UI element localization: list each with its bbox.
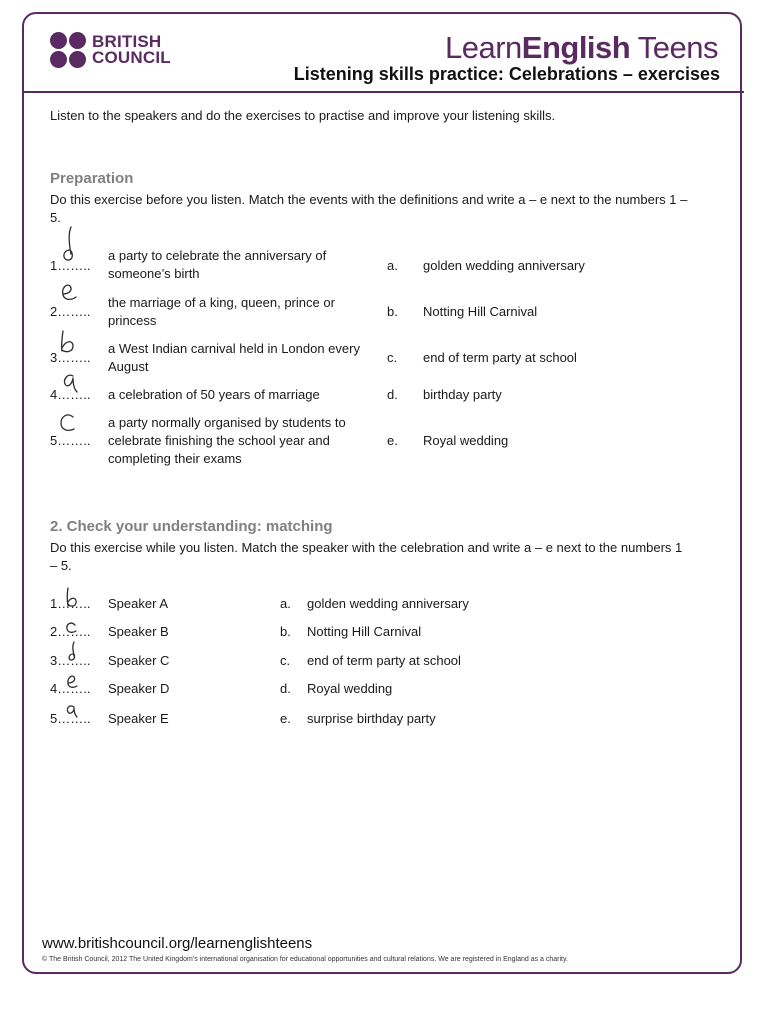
footer-copyright: © The British Council, 2012 The United Kingdom’s international organisation for educational opportunities and cultural relations. We are registered in England as a charity. (42, 956, 568, 963)
item-number: 5…….. (50, 433, 91, 448)
item-number: 4…….. (50, 387, 91, 402)
handwritten-answer (56, 224, 86, 264)
learnenglish-teens-logo (445, 30, 718, 66)
definition: a party normally organised by students to celebrate finishing the school year and completing their exams (108, 415, 346, 466)
speaker-label: Speaker E (108, 711, 169, 726)
british-council-wordmark (92, 34, 171, 66)
preparation-row (50, 247, 730, 287)
preparation-heading: Preparation (50, 170, 134, 187)
event-name: Royal wedding (423, 433, 509, 448)
definition: a West Indian carnival held in London every August (108, 341, 360, 374)
preparation-row (50, 414, 730, 470)
british-council-dots-icon (50, 32, 86, 68)
celebration-name: golden wedding anniversary (307, 596, 469, 611)
speaker-label: Speaker D (108, 681, 170, 696)
event-name: birthday party (423, 387, 502, 402)
option-letter: a. (280, 596, 291, 611)
item-number: 2…….. (50, 624, 91, 639)
option-letter: e. (387, 433, 398, 448)
speaker-label: Speaker A (108, 596, 168, 611)
option-letter: b. (280, 624, 291, 639)
option-letter: d. (280, 681, 291, 696)
page-frame (22, 12, 742, 974)
option-letter: b. (387, 304, 398, 319)
handwritten-answer (56, 328, 86, 356)
option-letter: c. (280, 653, 291, 668)
item-number: 5…….. (50, 711, 91, 726)
document-title: Listening skills practice: Celebrations – exercises (293, 64, 720, 84)
definition: a party to celebrate the anniversary of someone’s birth (108, 248, 327, 281)
intro-text: Listen to the speakers and do the exercises to practise and improve your listening skills. (50, 108, 556, 123)
british-council-logo (50, 32, 171, 68)
speaker-label: Speaker C (108, 653, 170, 668)
option-letter: c. (387, 350, 398, 365)
handwritten-answer (58, 370, 88, 396)
handwritten-answer (56, 410, 86, 438)
logo-learn: Learn (444, 30, 522, 65)
footer-url: www.britishcouncil.org/learnenglishteens (42, 935, 313, 952)
item-number: 2…….. (50, 304, 91, 319)
preparation-instructions: Do this exercise before you listen. Match the events with the definitions and write a – e next to the numbers 1 – 5. (50, 192, 688, 225)
definition: the marriage of a king, queen, prince or princess (108, 295, 335, 328)
brand-line-1: BRITISH (92, 32, 162, 51)
event-name: Notting Hill Carnival (423, 304, 538, 319)
handwritten-answer (62, 619, 84, 639)
item-number: 3…….. (50, 653, 91, 668)
handwritten-answer (56, 282, 86, 306)
preparation-row (50, 386, 730, 406)
event-name: end of term party at school (423, 350, 577, 365)
definition: a celebration of 50 years of marriage (108, 387, 320, 402)
event-name: golden wedding anniversary (423, 258, 585, 273)
handwritten-answer (62, 586, 84, 610)
option-letter: a. (387, 258, 398, 273)
item-number: 1…….. (50, 258, 91, 273)
celebration-name: Notting Hill Carnival (307, 624, 422, 639)
logo-teens: Teens (630, 30, 718, 65)
handwritten-answer (62, 702, 84, 722)
brand-line-2: COUNCIL (92, 48, 171, 67)
celebration-name: end of term party at school (307, 653, 461, 668)
header-divider (22, 91, 744, 93)
option-letter: e. (280, 711, 291, 726)
celebration-name: surprise birthday party (307, 711, 436, 726)
celebration-name: Royal wedding (307, 681, 393, 696)
item-number: 3…….. (50, 350, 91, 365)
speaker-label: Speaker B (108, 624, 169, 639)
matching-heading: 2. Check your understanding: matching (50, 518, 333, 535)
item-number: 4…….. (50, 681, 91, 696)
item-number: 1…….. (50, 596, 91, 611)
logo-english: English (521, 30, 631, 65)
preparation-row (50, 340, 730, 380)
handwritten-answer (62, 640, 84, 664)
option-letter: d. (387, 387, 398, 402)
handwritten-answer (62, 673, 84, 693)
matching-instructions: Do this exercise while you listen. Match the speaker with the celebration and write a – e next to the numbers 1 – 5. (50, 540, 683, 573)
preparation-row (50, 294, 730, 334)
